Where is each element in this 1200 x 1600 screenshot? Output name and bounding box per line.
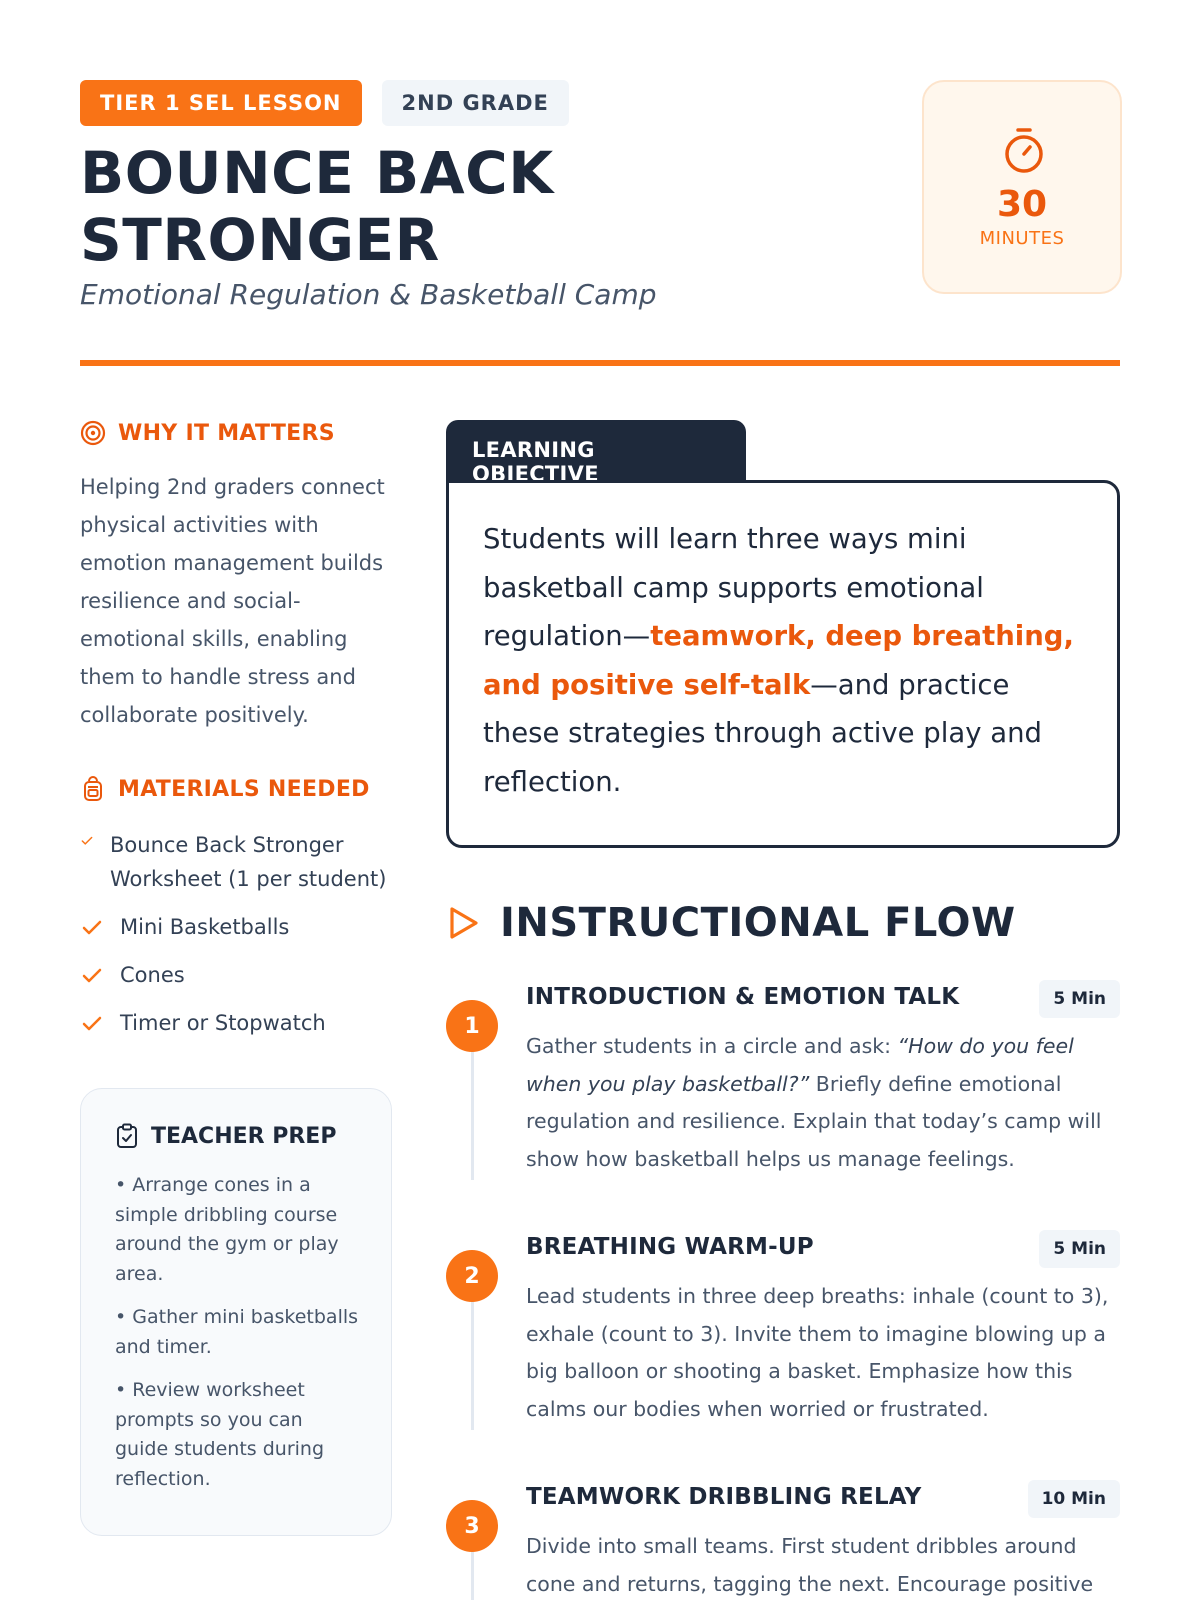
step-number: 1: [446, 1000, 498, 1052]
material-label: Timer or Stopwatch: [120, 1011, 326, 1035]
objective-box: [446, 480, 1120, 848]
material-label: Mini Basketballs: [120, 915, 290, 939]
prep-heading-label: TEACHER PREP: [151, 1123, 337, 1149]
step-description: [526, 1028, 1120, 1178]
step-connector: [471, 1282, 474, 1430]
steps-list: [446, 980, 1120, 1600]
lesson-page: [80, 0, 1120, 1600]
step-desc-before: Gather students in a circle and ask:: [526, 1034, 898, 1058]
header-divider: [80, 360, 1120, 366]
step-number: 3: [446, 1500, 498, 1552]
flow-title: INSTRUCTIONAL FLOW: [500, 900, 1016, 946]
material-label: Bounce Back Stronger Worksheet (1 per student): [110, 833, 387, 891]
materials-list: [80, 828, 390, 1040]
tier-badge: TIER 1 SEL LESSON: [80, 80, 362, 126]
flow-step: [446, 1230, 1120, 1480]
flow-heading: [446, 900, 1016, 946]
prep-heading: [115, 1123, 361, 1149]
materials-heading: [80, 776, 390, 802]
title-line-1: BOUNCE BACK: [80, 139, 554, 207]
flow-step: [446, 980, 1120, 1230]
grade-badge: 2ND GRADE: [382, 80, 569, 126]
list-item: [80, 1006, 390, 1040]
duration-unit: MINUTES: [979, 228, 1065, 249]
why-heading: [80, 420, 390, 446]
duration-value: 30: [996, 184, 1048, 225]
step-description: [526, 1528, 1120, 1600]
step-connector: [471, 1032, 474, 1180]
clipboard-check-icon: [115, 1123, 139, 1149]
step-time-badge: 5 Min: [1039, 1230, 1120, 1268]
flow-step: [446, 1480, 1120, 1600]
list-item: • Gather mini basketballs and timer.: [115, 1306, 359, 1358]
objective-text-after: —and practice these strategies through active play and reflection.: [483, 668, 1042, 798]
step-title: BREATHING WARM-UP: [526, 1234, 814, 1260]
target-icon: [80, 420, 106, 446]
prep-list: [115, 1171, 361, 1494]
teacher-prep-card: [80, 1088, 392, 1536]
list-item: [80, 910, 390, 944]
header-tags: [80, 80, 569, 126]
list-item: [80, 828, 390, 896]
objective-text: [483, 515, 1083, 806]
objective-highlight: teamwork, deep breathing, and positive self-talk: [483, 620, 1074, 701]
play-icon: [446, 905, 480, 941]
step-time-badge: 10 Min: [1028, 1480, 1120, 1518]
stopwatch-icon: [1002, 126, 1046, 176]
step-desc-before: Divide into small teams. First student dribbles around cone and returns, tagging the next. Encourage positive: [526, 1534, 1094, 1596]
step-description: [526, 1278, 1120, 1428]
step-desc-after: Briefly define emotional regulation and resilience. Explain that today’s camp will show how basketball helps us manage feelings.: [526, 1071, 1102, 1171]
check-icon: [80, 916, 104, 940]
objective-tab: LEARNING OBJECTIVE: [446, 420, 746, 482]
check-icon: [80, 834, 94, 848]
lesson-subtitle: Emotional Regulation & Basketball Camp: [80, 278, 657, 311]
step-title: INTRODUCTION & EMOTION TALK: [526, 984, 960, 1010]
materials-heading-label: MATERIALS NEEDED: [118, 776, 370, 802]
material-label: Cones: [120, 963, 185, 987]
step-desc-quote: “How do you feel when you play basketball?”: [526, 1034, 1074, 1096]
title-line-2: STRONGER: [80, 206, 440, 274]
list-item: • Review worksheet prompts so you can guide students during reflection.: [115, 1379, 325, 1490]
check-icon: [80, 964, 104, 988]
backpack-icon: [80, 776, 106, 802]
step-title: TEAMWORK DRIBBLING RELAY: [526, 1484, 922, 1510]
objective-text-before: Students will learn three ways mini basketball camp supports emotional regulation—: [483, 523, 984, 652]
list-item: [80, 958, 390, 992]
step-number: 2: [446, 1250, 498, 1302]
step-desc-before: Lead students in three deep breaths: inhale (count to 3), exhale (count to 3). Invite them to imagine blowing up a big balloon or shooting a basket. Emphasize how this calms our bodies when worried or frustrated.: [526, 1284, 1109, 1421]
why-heading-label: WHY IT MATTERS: [118, 420, 335, 446]
check-icon: [80, 1012, 104, 1036]
step-time-badge: 5 Min: [1039, 980, 1120, 1018]
lesson-title: [80, 140, 780, 274]
left-column: [80, 420, 390, 1054]
list-item: • Arrange cones in a simple dribbling course around the gym or play area.: [115, 1174, 339, 1285]
why-text: Helping 2nd graders connect physical activities with emotion management builds resilience and social-emotional skills, enabling them to handle stress and collaborate positively.: [80, 475, 385, 727]
duration-card: [922, 80, 1122, 294]
